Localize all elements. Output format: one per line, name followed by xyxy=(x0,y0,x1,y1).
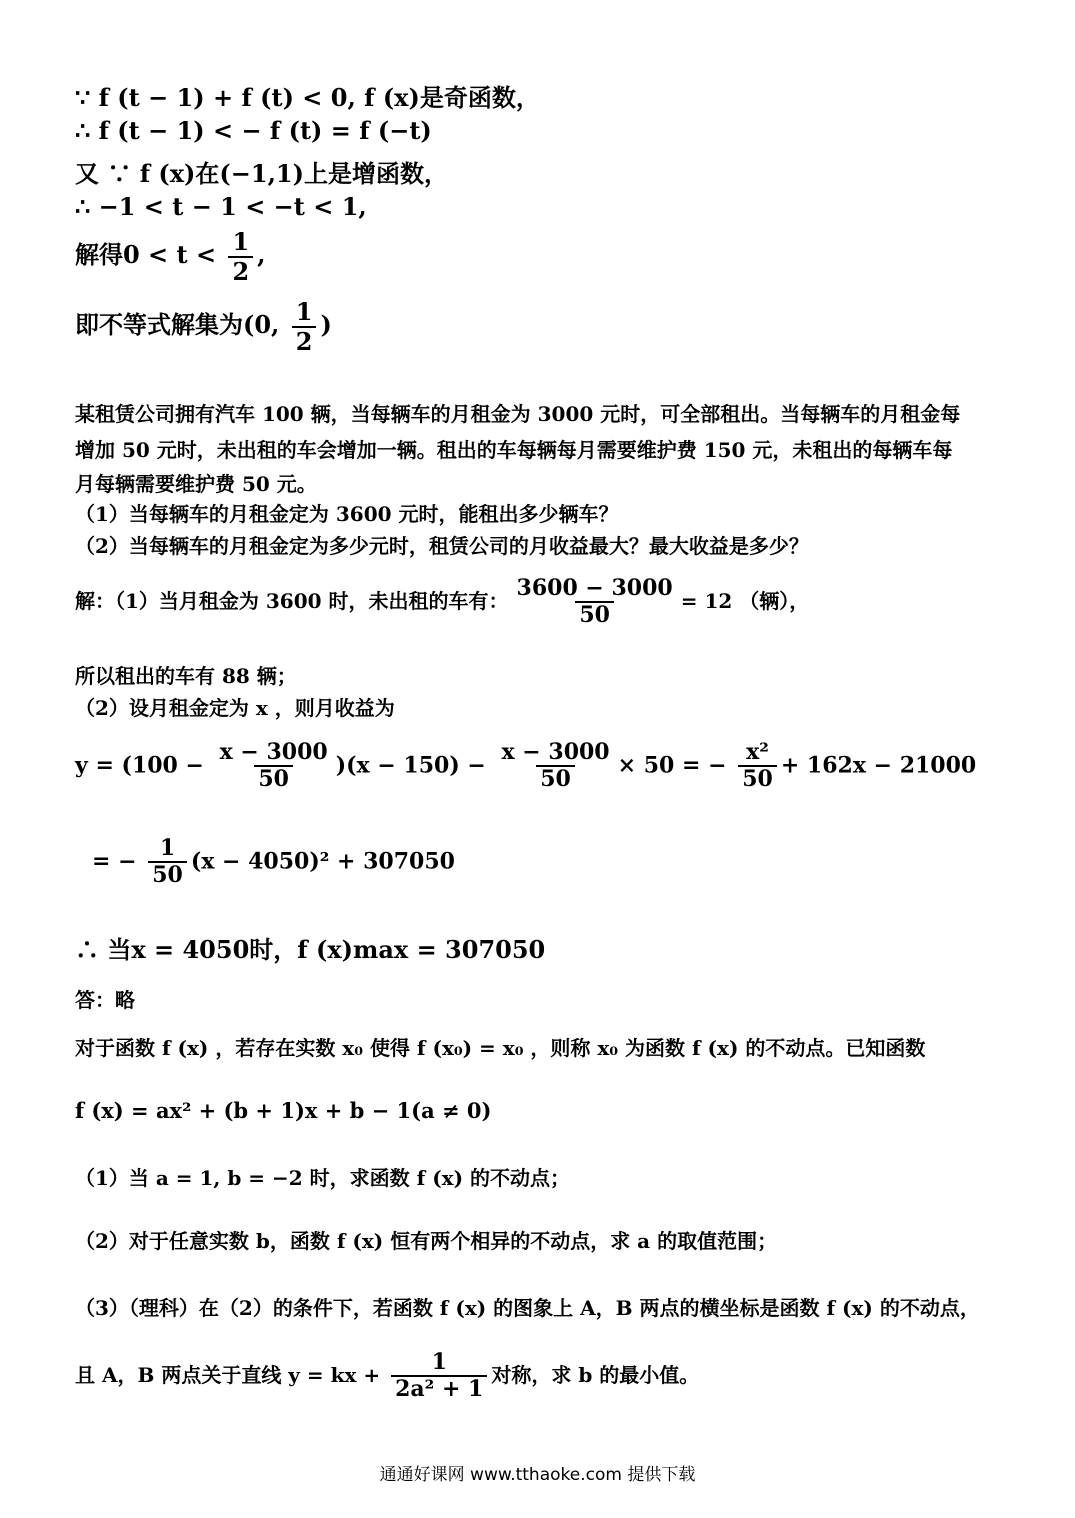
fraction xyxy=(216,740,332,793)
problem2-question-1: （1）当每辆车的月租金定为 3600 元时，能租出多少辆车？ xyxy=(75,502,619,526)
fraction xyxy=(148,836,187,889)
solution-line-3: （2）设月租金定为 x ，则月收益为 xyxy=(75,696,395,720)
fraction-denominator: 50 xyxy=(148,861,187,888)
fraction xyxy=(292,298,317,355)
fraction-numerator: 1 xyxy=(159,835,176,861)
fraction-numerator: x² xyxy=(746,739,769,765)
eq1-part: )(x − 150) − xyxy=(335,752,494,779)
solution-line-1 xyxy=(75,576,809,629)
fraction xyxy=(228,228,253,285)
eq2-part: (x − 4050)² + 307050 xyxy=(190,848,455,875)
step-line-6 xyxy=(75,298,332,355)
fraction-numerator: 3600 − 3000 xyxy=(516,575,673,601)
fraction-numerator: 1 xyxy=(232,227,250,256)
problem3-question-2: （2）对于任意实数 b，函数 f (x) 恒有两个相异的不动点，求 a 的取值范围； xyxy=(75,1229,778,1253)
step-line-2: ∴ f (t − 1) < − f (t) = f (−t) xyxy=(75,116,432,145)
fraction-denominator: 50 xyxy=(738,765,777,792)
fraction xyxy=(498,740,614,793)
solution1-text: 解：（1）当月租金为 3600 时，未出租的车有： xyxy=(75,588,509,613)
eq1-part: y = (100 − xyxy=(75,752,212,779)
fraction-denominator: 50 xyxy=(536,765,575,792)
problem3-question-1: （1）当 a = 1, b = −2 时，求函数 f (x) 的不动点； xyxy=(75,1166,571,1190)
step-line-3: 又 ∵ f (x)在(−1,1)上是增函数， xyxy=(75,159,448,188)
fraction-denominator: 2 xyxy=(228,256,253,286)
eq1-part: × 50 = − xyxy=(617,752,735,779)
problem3-function: f (x) = ax² + (b + 1)x + b − 1(a ≠ 0) xyxy=(75,1098,492,1123)
fraction-numerator: 1 xyxy=(431,1349,447,1375)
fraction-numerator: 1 xyxy=(295,297,313,326)
fraction xyxy=(391,1350,487,1403)
step-line-5 xyxy=(75,228,266,285)
problem2-text-3: 月每辆需要维护费 50 元。 xyxy=(75,472,317,496)
problem3-question-3b xyxy=(75,1350,699,1403)
eq2-part: = − xyxy=(92,848,145,875)
equation-3: ∴ 当x = 4050时，f (x)max = 307050 xyxy=(75,935,546,964)
fraction-denominator: 50 xyxy=(575,601,614,628)
q4-text: 且 A，B 两点关于直线 y = kx + xyxy=(75,1362,388,1387)
equation-1 xyxy=(75,740,976,793)
problem3-question-3: （3）（理科）在（2）的条件下，若函数 f (x) 的图象上 A，B 两点的横坐标是函数 f (x) 的不动点， xyxy=(75,1296,980,1320)
step-line-1: ∵ f (t − 1) + f (t) < 0, f (x)是奇函数， xyxy=(75,83,540,112)
fraction-denominator: 50 xyxy=(254,765,293,792)
fraction-denominator: 2a² + 1 xyxy=(391,1375,487,1402)
fraction xyxy=(513,576,677,629)
eq1-part: + 162x − 21000 xyxy=(780,752,977,779)
fraction-numerator: x − 3000 xyxy=(219,739,328,765)
q4-tail: 对称，求 b 的最小值。 xyxy=(491,1362,700,1387)
step6-text: 即不等式解集为(0, xyxy=(75,310,288,340)
page-footer: 通通好课网 www.tthaoke.com 提供下载 xyxy=(379,1465,696,1485)
step-line-4: ∴ −1 < t − 1 < −t < 1, xyxy=(75,192,367,221)
fraction-denominator: 2 xyxy=(292,326,317,356)
step6-tail: ) xyxy=(320,310,332,340)
problem2-text-1: 某租赁公司拥有汽车 100 辆，当每辆车的月租金为 3000 元时，可全部租出。当每辆车的月租金每 xyxy=(75,402,961,426)
fraction-numerator: x − 3000 xyxy=(501,739,610,765)
solution1-tail: = 12 （辆）， xyxy=(680,588,810,613)
step5-text: 解得0 < t < xyxy=(75,240,225,270)
step5-tail: , xyxy=(257,240,266,270)
equation-2 xyxy=(92,836,455,889)
problem2-text-2: 增加 50 元时，未出租的车会增加一辆。租出的车每辆每月需要维护费 150 元，未租出的每辆车每 xyxy=(75,438,953,462)
problem2-question-2: （2）当每辆车的月租金定为多少元时，租赁公司的月收益最大？最大收益是多少？ xyxy=(75,534,809,558)
fraction xyxy=(738,740,777,793)
answer-line: 答：略 xyxy=(75,988,135,1012)
problem3-text-1: 对于函数 f (x) ，若存在实数 x₀ 使得 f (x₀) = x₀ ，则称 x₀ 为函数 f (x) 的不动点。已知函数 xyxy=(75,1036,926,1060)
solution-line-2: 所以租出的车有 88 辆； xyxy=(75,664,297,688)
